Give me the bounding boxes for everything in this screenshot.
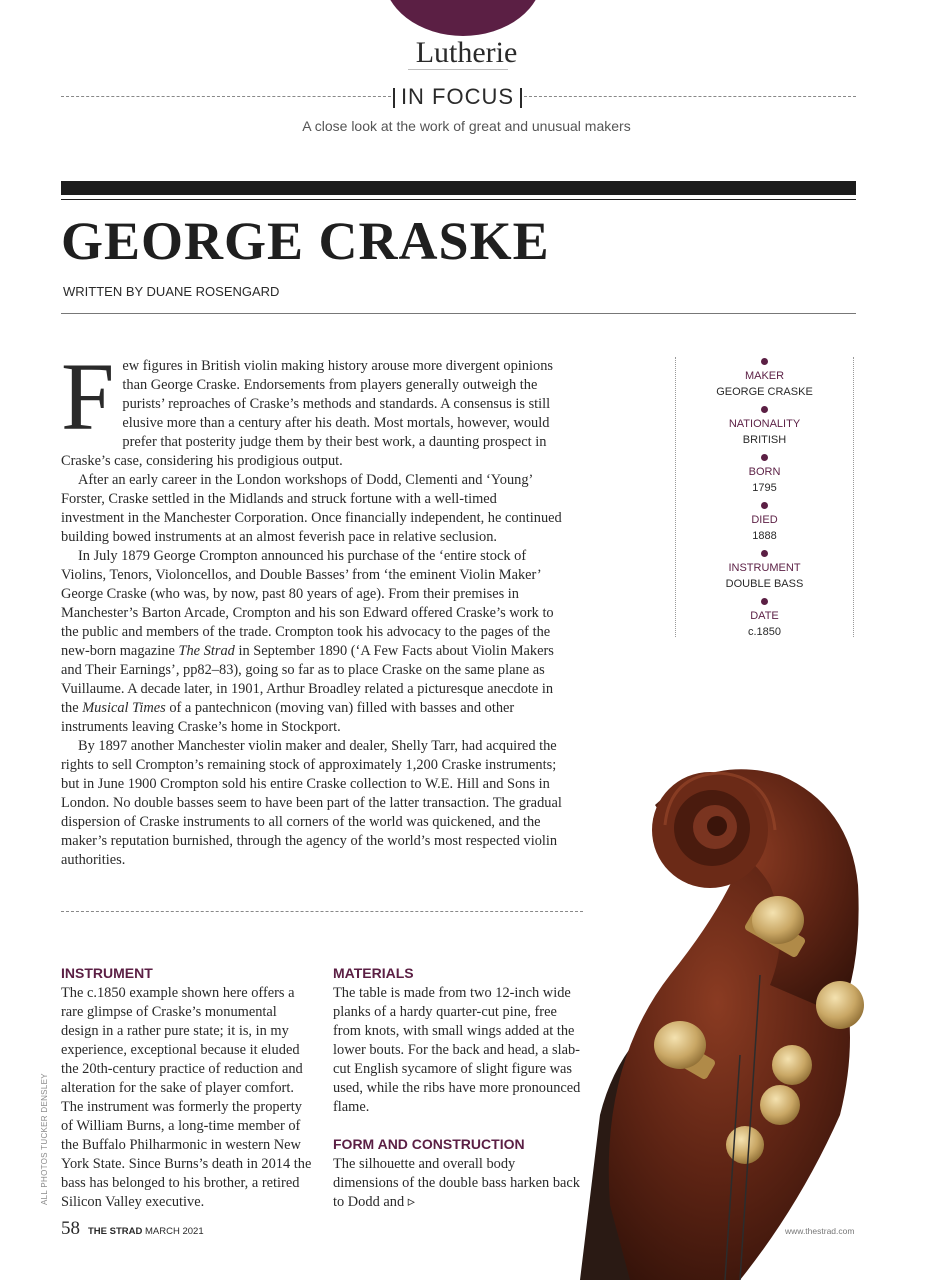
footer-publication [88,1226,204,1237]
fact-label: NATIONALITY [728,418,801,430]
fact-dot-icon [761,550,768,557]
fact-label: MAKER [744,370,785,382]
fact-value: 1795 [752,482,777,494]
fact-dot-icon [761,358,768,365]
fact-label: BORN [748,466,781,478]
section-title-underline [408,69,508,70]
fact-date [676,598,853,639]
fact-born [676,454,853,495]
fact-label: INSTRUMENT [728,562,801,574]
magazine-name: THE STRAD [88,1226,143,1237]
fact-value: GEORGE CRASKE [716,386,813,398]
fact-instrument [676,550,853,591]
fact-value: DOUBLE BASS [725,578,804,590]
instrument-heading: INSTRUMENT [61,965,153,981]
dashed-rule-right [524,96,856,97]
fact-died [676,502,853,543]
paragraph-3-part-a: In July 1879 George Crompton announced his purchase of the ‘entire stock of Violins, Tenors, Violoncellos, and Double Basses’ from ‘the eminent Violin Maker’ George Craske (who was, by now, past 80 years of age). From their premises in Manchester’s Barton Arcade, Crompton and his son Edward offered Craske’s work to the public and members of the trade. Crompton took his advocacy to the pages of the new-born magazine [61,548,554,659]
fact-label: DATE [750,610,779,622]
column-subtitle: A close look at the work of great and unusual makers [302,118,631,134]
section-title: Lutherie [415,36,518,69]
fact-value: c.1850 [747,626,782,638]
fact-label: DIED [751,514,778,526]
fact-dot-icon [761,502,768,509]
double-bass-scroll-photo [540,735,933,1280]
paragraph-1 [61,343,563,471]
materials-heading: MATERIALS [333,965,414,981]
dashed-rule-left [61,96,391,97]
paragraph-1-text: ew figures in British violin making history arouse more divergent opinions than George Craske. Endorsements from players generally outweigh the purists’ reproaches of Craske’s methods and standards. A consensus is still elusive more than a century after his death. Most mortals, however, would prefer that posterity judge them by their best work, a daunting prospect in Craske’s case, considering his prodigious output. [61,358,553,469]
column-label: IN FOCUS [400,84,515,109]
page-number: 58 [61,1218,80,1239]
paragraph-3-part-c: of a pantechnicon (moving van) filled with basses and other instruments leaving Craske’s home in Stockport. [61,700,515,735]
fact-dot-icon [761,598,768,605]
fact-value: 1888 [752,530,777,542]
paragraph-3 [61,547,563,737]
title-thick-bar [61,181,856,195]
photo-credit: ALL PHOTOS TUCKER DENSLEY [40,1073,49,1205]
issue-date: MARCH 2021 [145,1226,204,1237]
form-construction-text: The silhouette and overall body dimensions of the double bass harken back to Dodd and ▹ [333,1156,580,1210]
fact-box [675,357,854,637]
paragraph-3-part-b: in September 1890 (‘A Few Facts about Violin Makers and Their Earnings’, pp82–83), going so far as to place Craske on the same plane as Vuillaume. A decade later, in 1901, Arthur Broadley related a picturesque anecdote in the [61,643,554,716]
article-body [61,343,563,870]
article-title: GEORGE CRASKE [61,211,550,271]
materials-text: The table is made from two 12-inch wide planks of a hardy quarter-cut pine, free from knots, with small wings added at the lower bouts. For the back and head, a slab-cut English sycamore of slight figure was used, while the ribs have more pronounced flame. [333,985,581,1115]
byline: WRITTEN BY DUANE ROSENGARD [63,284,280,299]
paragraph-2: After an early career in the London workshops of Dodd, Clementi and ‘Young’ Forster, Craske settled in the Midlands and struck fortune with a well-timed investment in the Manchester Corporation. Once financially independent, he continued building bowed instruments at an almost feverish pace in relative seclusion. [61,472,562,545]
title-thin-bar [61,199,856,200]
drop-cap: F [61,343,115,450]
in-focus-bar-right [520,88,522,108]
fact-value: BRITISH [742,434,787,446]
footer-url: www.thestrad.com [785,1226,855,1236]
section-badge-circle [383,0,543,36]
byline-rule [61,313,856,314]
form-construction-heading: FORM AND CONSTRUCTION [333,1136,525,1152]
magazine-title-italic: The Strad [178,643,235,659]
fact-maker [676,358,853,399]
section-divider [61,911,583,912]
fact-dot-icon [761,406,768,413]
fact-nationality [676,406,853,447]
instrument-text: The c.1850 example shown here offers a rare glimpse of Craske’s monumental design in a rather pure state; it is, in my experience, exceptional because it eluded the 20th-century practice of reduction and alteration for the sake of player comfort. The instrument was formerly the property of William Burns, a long-time member of the Buffalo Philharmonic in western New York State. Since Burns’s death in 2014 the bass has belonged to his brother, a retired Silicon Valley executive. [61,985,312,1210]
musical-times-italic: Musical Times [82,700,166,716]
paragraph-4: By 1897 another Manchester violin maker and dealer, Shelly Tarr, had acquired the rights to sell Crompton’s remaining stock of approximately 1,200 Craske instruments; but in June 1900 Crompton sold his entire Craske collection to W.E. Hill and Sons in London. No double basses seem to have been part of the latter transaction. The gradual dispersion of Craske instruments to all corners of the world was quickened, and the maker’s reputation burnished, through the agency of the world’s most respected violin authorities. [61,738,562,868]
fact-dot-icon [761,454,768,461]
